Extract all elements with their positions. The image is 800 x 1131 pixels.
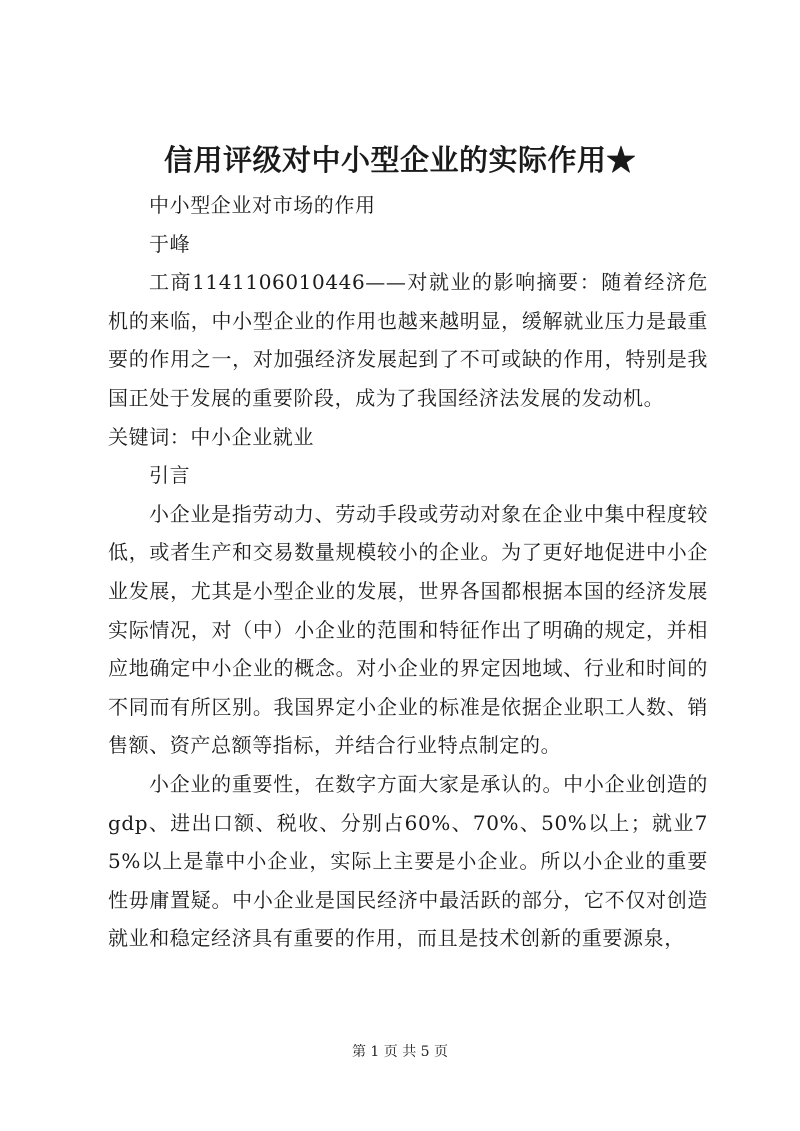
abstract-paragraph: 工商1141106010446——对就业的影响摘要：随着经济危机的来临，中小型企业的作用也越来越明显，缓解就业压力是最重要的作用之一，对加强经济发展起到了不可或缺的作用，特别是我国正处于发展的重要阶段，成为了我国经济法发展的发动机。 xyxy=(108,270,708,410)
document-body xyxy=(108,186,708,958)
author-paragraph: 于峰 xyxy=(149,231,191,256)
subtitle-paragraph: 中小型企业对市场的作用 xyxy=(149,193,376,217)
page-footer: 第 1 页 共 5 页 xyxy=(351,1044,449,1060)
introduction-heading: 引言 xyxy=(149,463,191,488)
body-paragraph: 小企业的重要性，在数字方面大家是承认的。中小企业创造的gdp、进出口额、税收、分别占60%、70%、50%以上；就业75%以上是靠中小企业，实际上主要是小企业。所以小企业的重要性毋庸置疑。中小企业是国民经济中最活跃的部分，它不仅对创造就业和稳定经济具有重要的作用，而且是技术创新的重要源泉， xyxy=(108,771,708,951)
document-title: 信用评级对中小型企业的实际作用★ xyxy=(163,143,636,177)
keywords-paragraph: 关键词：中小企业就业 xyxy=(108,424,314,449)
body-paragraph: 小企业是指劳动力、劳动手段或劳动对象在企业中集中程度较低，或者生产和交易数量规模较小的企业。为了更好地促进中小企业发展，尤其是小型企业的发展，世界各国都根据本国的经济发展实际情况，对（中）小企业的范围和特征作出了明确的规定，并相应地确定中小企业的概念。对小企业的界定因地域、行业和时间的不同而有所区别。我国界定小企业的标准是依据企业职工人数、销售额、资产总额等指标，并结合行业特点制定的。 xyxy=(108,501,708,758)
